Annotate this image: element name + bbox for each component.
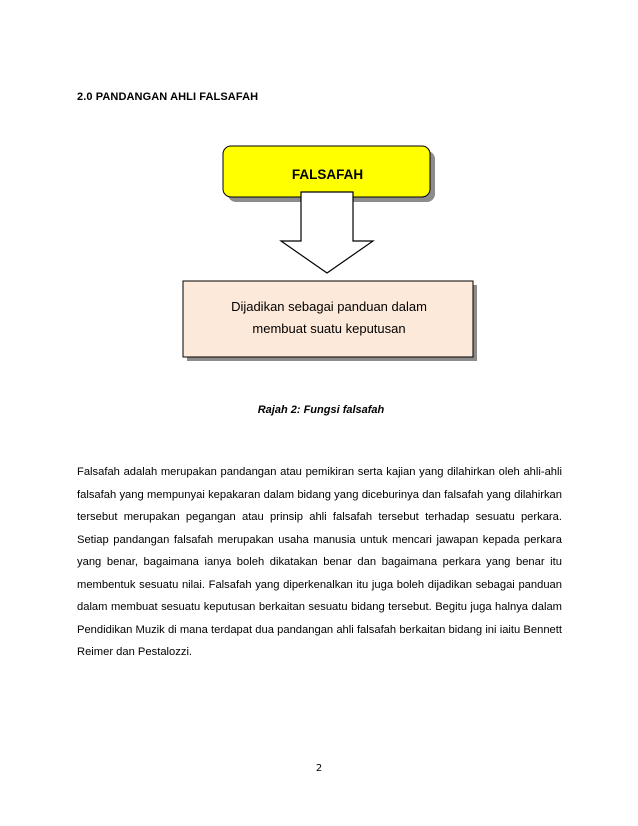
down-arrow-icon bbox=[281, 192, 373, 273]
panduan-box-line-2: membuat suatu keputusan bbox=[252, 321, 406, 336]
panduan-box-line-1: Dijadikan sebagai panduan dalam bbox=[231, 299, 427, 314]
figure-caption: Rajah 2: Fungsi falsafah bbox=[257, 404, 385, 416]
section-heading: 2.0 PANDANGAN AHLI FALSAFAH bbox=[77, 91, 259, 103]
page-number: 2 bbox=[315, 763, 323, 774]
body-paragraph: Falsafah adalah merupakan pandangan atau pemikiran serta kajian yang dilahirkan oleh ahli-ahli falsafah yang mempunyai kepakaran dalam bidang yang diceburinya dan falsafah yang dilahirkan tersebut merupakan pegangan atau prinsip ahli falsafah tersebut terhadap sesuatu perkara. Setiap pandangan falsafah merupakan usaha manusia untuk mencari jawapan kepada perkara yang benar, bagaimana ianya boleh dikatakan benar dan bagaimana perkara yang benar itu membentuk sesuatu nilai. Falsafah yang diperkenalkan itu juga boleh dijadikan sebagai panduan dalam membuat sesuatu keputusan berkaitan sesuatu bidang tersebut. Begitu juga halnya dalam Pendidikan Muzik di mana terdapat dua pandangan ahli falsafah berkaitan bidang ini iaitu Bennett Reimer dan Pestalozzi. bbox=[77, 466, 562, 658]
panduan-box-label bbox=[184, 296, 474, 340]
falsafah-box-label: FALSAFAH bbox=[291, 167, 364, 182]
